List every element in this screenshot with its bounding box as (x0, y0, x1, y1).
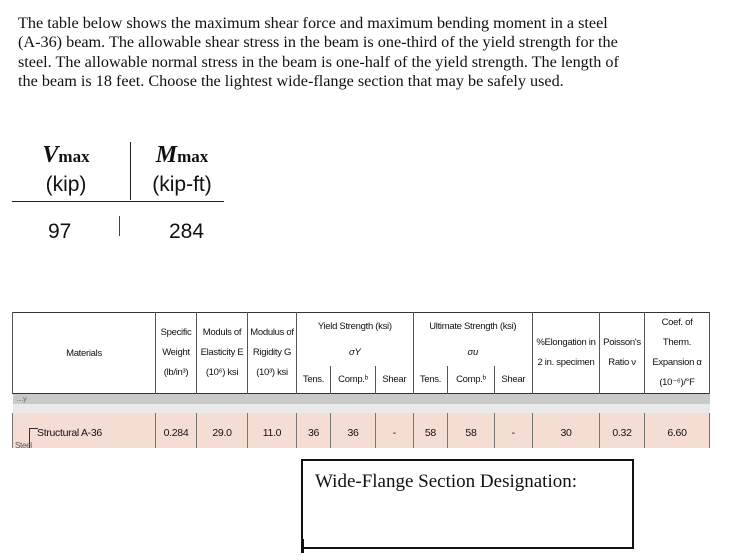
mmax-subscript: max (177, 147, 209, 166)
header-modulus-g: Modulus of Rigidity G (10³) ksi (248, 313, 297, 394)
header-yield-shear: Shear (376, 366, 413, 393)
cell-material (13, 413, 156, 448)
vmax-value: 97 (48, 220, 72, 243)
cell-yield-shear: - (376, 413, 413, 448)
mmax-unit: (kip-ft) (152, 173, 212, 196)
header-thermal-expansion: Coef. of Therm. Expansion α (10⁻⁶)/°F (645, 313, 710, 394)
answer-box[interactable] (301, 459, 634, 549)
mmax-symbol: M (155, 142, 178, 168)
header-ult-shear: Shear (494, 366, 532, 393)
header-ultimate-strength: Ultimate Strength (ksi) (413, 313, 532, 340)
answer-input[interactable] (315, 501, 620, 537)
cell-specific-weight: 0.284 (156, 413, 197, 448)
value-divider (119, 216, 120, 236)
vmax-header (12, 140, 120, 198)
vmax-subscript: max (58, 147, 90, 166)
header-yield-symbol: σY (297, 340, 414, 366)
cell-yield-comp: 36 (331, 413, 376, 448)
header-materials: Materials (13, 313, 156, 394)
cell-ult-tens: 58 (413, 413, 448, 448)
cell-ult-shear: - (494, 413, 532, 448)
material-properties-table (12, 312, 710, 448)
vmax-symbol: V (42, 142, 59, 168)
column-divider (130, 142, 131, 200)
cut-row-label: ....y (13, 394, 710, 405)
header-specific-weight: Specific Weight (lb/in³) (156, 313, 197, 394)
header-ultimate-symbol: σu (413, 340, 532, 366)
header-yield-strength: Yield Strength (ksi) (297, 313, 414, 340)
mmax-value: 284 (169, 220, 205, 243)
header-modulus-e: Moduls of Elasticity E (10⁶) ksi (197, 313, 248, 394)
header-ult-tens: Tens. (413, 366, 448, 393)
cell-modulus-g: 11.0 (248, 413, 297, 448)
answer-label: Wide-Flange Section Designation: (315, 471, 578, 492)
header-rule (12, 201, 224, 202)
cell-elongation: 30 (533, 413, 600, 448)
header-yield-tens: Tens. (297, 366, 331, 393)
cell-ult-comp: 58 (448, 413, 494, 448)
spacer-row (13, 404, 710, 413)
cell-yield-tens: 36 (297, 413, 331, 448)
material-group-label: Steel (15, 441, 32, 448)
cell-poisson: 0.32 (600, 413, 645, 448)
vmax-unit: (kip) (45, 173, 87, 196)
header-yield-comp: Comp.ᵇ (331, 366, 376, 393)
material-name: Structural A-36 (37, 427, 102, 439)
cell-thermal: 6.60 (645, 413, 710, 448)
text-cursor (301, 539, 304, 553)
mmax-header (132, 140, 232, 198)
problem-statement: The table below shows the maximum shear force and maximum bending moment in a steel (A-36) beam. The allowable shear stress in the beam is one-third of the yield strength for the steel. The allowable normal stress in the beam is one-half of the yield strength. The length of the beam is 18 feet. Choose the lightest wide-flange section that may be safely used. (18, 14, 619, 91)
header-ult-comp: Comp.ᵇ (448, 366, 494, 393)
header-poisson: Poisson's Ratio ν (600, 313, 645, 394)
table-row (13, 413, 710, 448)
cell-modulus-e: 29.0 (197, 413, 248, 448)
header-elongation: %Elongation in 2 in. specimen (533, 313, 600, 394)
